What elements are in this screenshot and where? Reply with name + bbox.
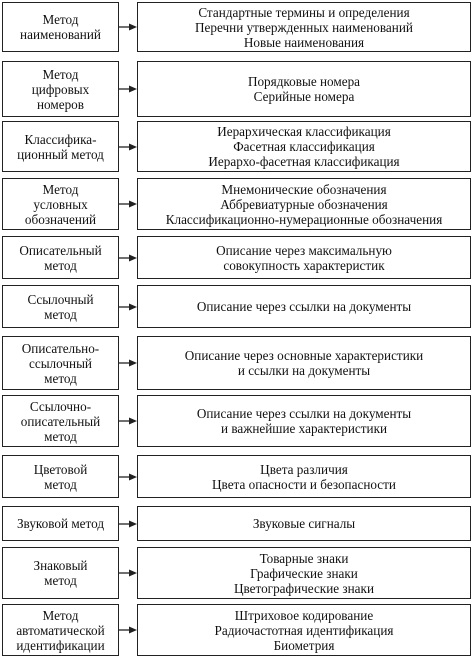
description-box	[137, 236, 471, 279]
description-item: Радиочастотная идентификация	[214, 622, 394, 638]
method-label: Ссылочно-	[29, 398, 92, 414]
method-label: Цветовой	[33, 461, 88, 477]
diagram-row	[0, 285, 474, 328]
method-box	[2, 285, 119, 328]
method-box	[2, 395, 119, 447]
diagram-row	[0, 506, 474, 541]
method-box	[2, 547, 119, 599]
description-box	[137, 506, 471, 541]
description-box	[137, 121, 471, 172]
method-label: описательный	[20, 413, 101, 429]
diagram-row	[0, 178, 474, 230]
arrow-connector	[119, 358, 137, 368]
diagram-row	[0, 2, 474, 52]
arrow-connector	[119, 142, 137, 152]
description-box	[137, 178, 471, 230]
diagram-row	[0, 61, 474, 117]
method-label: Описательно-	[21, 340, 100, 356]
description-box	[137, 395, 471, 447]
description-item: Мнемонические обозначения	[221, 181, 387, 197]
diagram-row	[0, 336, 474, 390]
method-label: ционный метод	[17, 146, 104, 162]
description-item: Цветографические знаки	[233, 580, 375, 596]
description-box	[137, 547, 471, 599]
description-item: Описание через основные характеристики	[184, 348, 424, 363]
description-item: Цвета опасности и безопасности	[212, 476, 396, 492]
description-item: Классификационно-нумерационные обозначения	[165, 211, 443, 227]
description-box	[137, 285, 471, 328]
method-label: Звуковой метод	[16, 516, 105, 531]
diagram-row	[0, 395, 474, 447]
method-box	[2, 506, 119, 541]
description-item: Описание через ссылки на документы	[196, 299, 412, 314]
diagram-row	[0, 121, 474, 172]
description-item: и ссылки на документы	[237, 363, 371, 378]
description-box	[137, 455, 471, 498]
method-label: Метод	[42, 181, 79, 197]
method-box	[2, 2, 119, 52]
arrow-connector	[119, 416, 137, 426]
arrow-connector	[119, 625, 137, 635]
description-item: совокупность характеристик	[223, 257, 385, 273]
method-label: метод	[44, 573, 77, 588]
arrow-connector	[119, 302, 137, 312]
method-label: идентификации	[16, 637, 105, 653]
arrow-connector	[119, 199, 137, 209]
method-box	[2, 604, 119, 656]
arrow-connector	[119, 472, 137, 482]
method-label: автоматической	[16, 622, 105, 638]
method-label: обозначений	[24, 211, 97, 227]
method-box	[2, 178, 119, 230]
method-box	[2, 121, 119, 172]
method-label: Метод	[42, 12, 79, 27]
method-label: Классифика-	[24, 131, 97, 147]
description-item: Новые наименования	[243, 34, 365, 50]
method-label: цифровых	[31, 81, 90, 97]
method-label: ссылочный	[28, 355, 92, 371]
description-item: Описание через максимальную	[216, 242, 392, 258]
method-box	[2, 236, 119, 279]
description-item: Описание через ссылки на документы	[196, 406, 412, 421]
diagram-row	[0, 547, 474, 599]
description-item: Цвета различия	[260, 461, 348, 477]
description-item: Графические знаки	[250, 565, 358, 581]
description-item: Стандартные термины и определения	[198, 4, 410, 20]
method-label: метод	[44, 306, 77, 322]
method-label: Метод	[42, 607, 79, 623]
method-label: метод	[44, 476, 77, 492]
method-label: наименований	[20, 27, 101, 42]
method-label: метод	[44, 370, 77, 386]
description-box	[137, 61, 471, 117]
description-item: Звуковые сигналы	[252, 516, 356, 531]
diagram-row	[0, 604, 474, 656]
method-label: метод	[44, 428, 77, 444]
description-item: Серийные номера	[253, 89, 355, 104]
arrow-connector	[119, 519, 137, 529]
description-item: Фасетная классификация	[233, 139, 375, 154]
method-label: Описательный	[19, 242, 102, 258]
description-box	[137, 2, 471, 52]
arrow-connector	[119, 84, 137, 94]
method-label: условных	[33, 196, 88, 212]
method-box	[2, 336, 119, 390]
description-box	[137, 336, 471, 390]
method-label: Ссылочный	[27, 291, 94, 307]
description-item: Иерархическая классификация	[217, 124, 391, 139]
method-label: Метод	[42, 66, 79, 82]
description-box	[137, 604, 471, 656]
description-item: Перечни утвержденных наименований	[195, 19, 413, 35]
diagram-row	[0, 455, 474, 498]
method-label: Знаковый	[33, 558, 88, 573]
method-box	[2, 61, 119, 117]
arrow-connector	[119, 568, 137, 578]
description-item: и важнейшие характеристики	[220, 421, 388, 436]
description-item: Товарные знаки	[259, 550, 349, 566]
method-label: номеров	[36, 96, 84, 112]
description-item: Штриховое кодирование	[234, 607, 374, 623]
arrow-connector	[119, 253, 137, 263]
method-label: метод	[44, 257, 77, 273]
description-item: Аббревиатурные обозначения	[220, 196, 388, 212]
arrow-connector	[119, 22, 137, 32]
method-box	[2, 455, 119, 498]
description-item: Биометрия	[273, 637, 335, 653]
diagram-row	[0, 236, 474, 279]
description-item: Порядковые номера	[247, 74, 361, 89]
description-item: Иерархо-фасетная классификация	[208, 154, 400, 169]
